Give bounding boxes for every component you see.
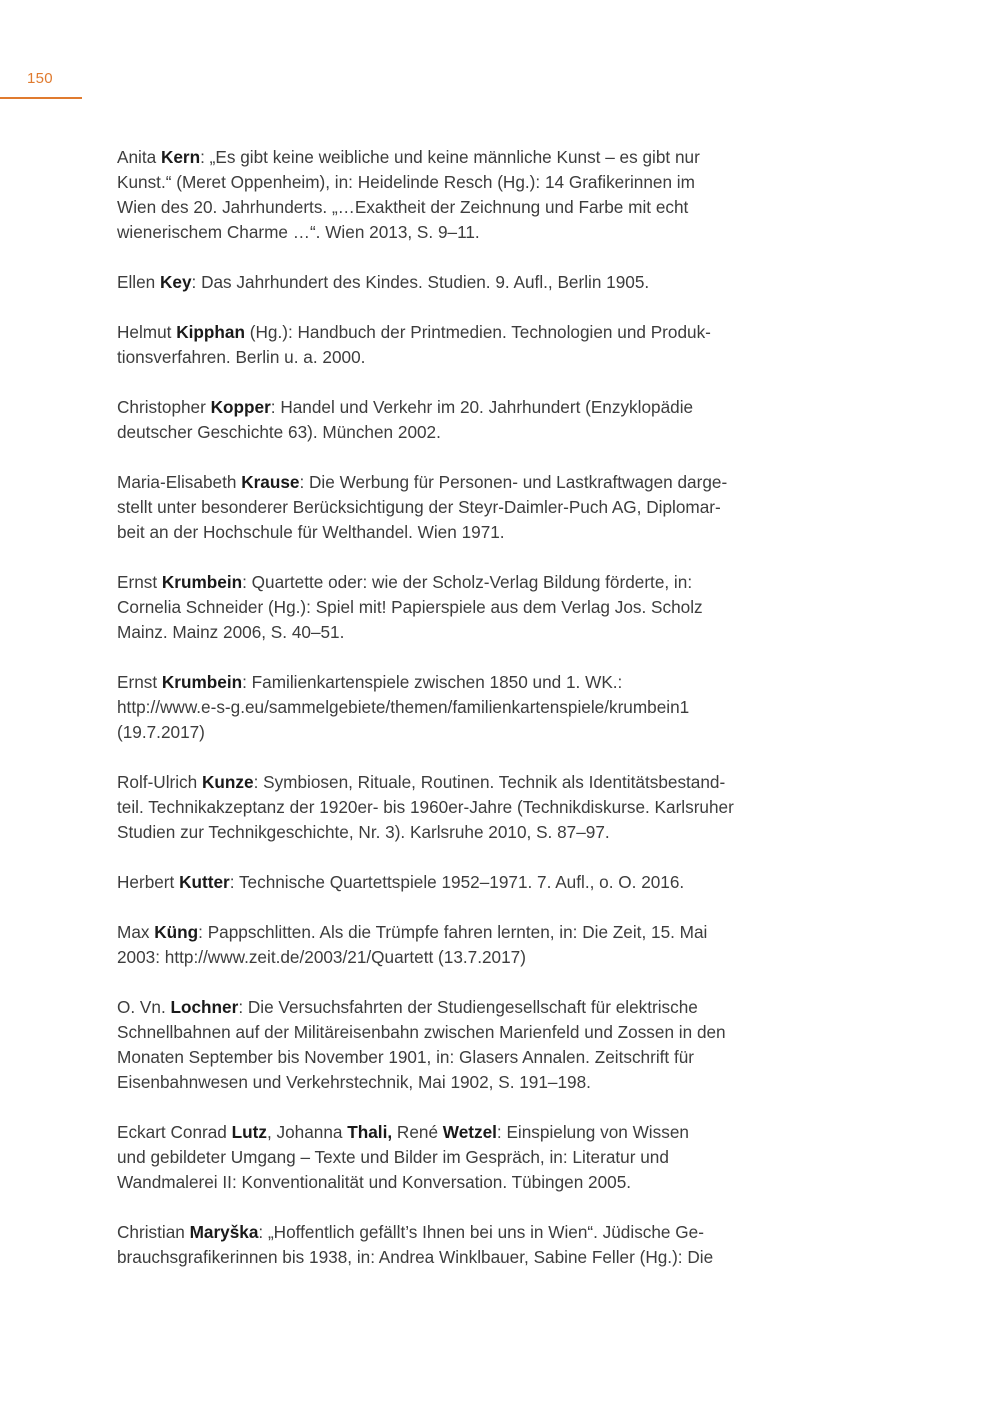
entry-text: : Die Werbung für Personen- und Lastkraftwagen darge- xyxy=(299,472,728,492)
entry-line: teil. Technikakzeptanz der 1920er- bis 1960er-Jahre (Technikdiskurse. Karlsruher xyxy=(117,797,734,817)
author-first-name: , Johanna xyxy=(266,1122,348,1142)
author-surname: Wetzel xyxy=(442,1122,497,1142)
bibliography-list xyxy=(117,145,787,1295)
entry-line xyxy=(117,670,787,695)
entry-line: brauchsgrafikerinnen bis 1938, in: Andrea Winklbauer, Sabine Feller (Hg.): Die xyxy=(117,1247,714,1267)
author-first-name: Ernst xyxy=(117,572,162,592)
author-surname: Lochner xyxy=(170,997,239,1017)
author-first-name: Max xyxy=(117,922,155,942)
author-surname: Krumbein xyxy=(161,572,243,592)
author-first-name: Christopher xyxy=(117,397,211,417)
author-surname: Küng xyxy=(154,922,199,942)
entry-line xyxy=(117,570,787,595)
entry-line: Wien des 20. Jahrhunderts. „…Exaktheit der Zeichnung und Farbe mit echt xyxy=(117,197,689,217)
entry-line: 2003: http://www.zeit.de/2003/21/Quartett (13.7.2017) xyxy=(117,947,526,967)
author-surname: Maryška xyxy=(189,1222,259,1242)
entry-text: : Quartette oder: wie der Scholz-Verlag Bildung förderte, in: xyxy=(242,572,693,592)
entry-text: : Pappschlitten. Als die Trümpfe fahren lernten, in: Die Zeit, 15. Mai xyxy=(198,922,708,942)
author-first-name: Helmut xyxy=(117,322,177,342)
bibliography-entry xyxy=(117,870,787,895)
entry-line xyxy=(117,470,787,495)
entry-line xyxy=(117,995,787,1020)
entry-line: stellt unter besonderer Berücksichtigung der Steyr-Daimler-Puch AG, Diplomar- xyxy=(117,497,721,517)
bibliography-entry xyxy=(117,1120,787,1195)
bibliography-entry xyxy=(117,995,787,1095)
header-rule xyxy=(0,97,82,99)
entry-text: : Handel und Verkehr im 20. Jahrhundert (Enzyklopädie xyxy=(270,397,694,417)
entry-text: (Hg.): Handbuch der Printmedien. Technologien und Produk- xyxy=(244,322,711,342)
entry-line xyxy=(117,770,787,795)
entry-line xyxy=(117,320,787,345)
entry-line: deutscher Geschichte 63). München 2002. xyxy=(117,422,441,442)
entry-line xyxy=(117,395,787,420)
bibliography-entry xyxy=(117,270,787,295)
author-first-name: Herbert xyxy=(117,872,180,892)
author-first-name: René xyxy=(392,1122,443,1142)
author-first-name: Ellen xyxy=(117,272,160,292)
author-surname: Kipphan xyxy=(176,322,245,342)
entry-line: und gebildeter Umgang – Texte und Bilder im Gespräch, in: Literatur und xyxy=(117,1147,669,1167)
entry-url-line: http://www.e-s-g.eu/sammelgebiete/themen/familienkartenspiele/krumbein1 xyxy=(117,697,690,717)
author-first-name: Rolf-Ulrich xyxy=(117,772,202,792)
bibliography-entry xyxy=(117,470,787,545)
bibliography-entry xyxy=(117,145,787,245)
bibliography-entry xyxy=(117,1220,787,1270)
author-first-name: Maria-Elisabeth xyxy=(117,472,242,492)
bibliography-entry xyxy=(117,920,787,970)
bibliography-entry xyxy=(117,670,787,745)
entry-line: Schnellbahnen auf der Militäreisenbahn zwischen Marienfeld und Zossen in den xyxy=(117,1022,726,1042)
author-first-name: Anita xyxy=(117,147,161,167)
author-first-name: Eckart Conrad xyxy=(117,1122,232,1142)
entry-text: : Symbiosen, Rituale, Routinen. Technik als Identitätsbestand- xyxy=(253,772,726,792)
entry-text: : „Es gibt keine weibliche und keine männliche Kunst – es gibt nur xyxy=(200,147,700,167)
page-number: 150 xyxy=(27,70,53,87)
entry-line: Kunst.“ (Meret Oppenheim), in: Heidelinde Resch (Hg.): 14 Grafikerinnen im xyxy=(117,172,695,192)
entry-line: Monaten September bis November 1901, in: Glasers Annalen. Zeitschrift für xyxy=(117,1047,695,1067)
author-surname: Kunze xyxy=(202,772,254,792)
entry-text: : Familienkartenspiele zwischen 1850 und 1. WK.: xyxy=(242,672,623,692)
entry-line: wienerischem Charme …“. Wien 2013, S. 9–11. xyxy=(117,222,480,242)
entry-line xyxy=(117,1120,787,1145)
author-first-name: Christian xyxy=(117,1222,190,1242)
entry-line: beit an der Hochschule für Welthandel. Wien 1971. xyxy=(117,522,505,542)
bibliography-entry xyxy=(117,320,787,370)
entry-line: Studien zur Technikgeschichte, Nr. 3). Karlsruhe 2010, S. 87–97. xyxy=(117,822,610,842)
author-surname: Kern xyxy=(160,147,201,167)
author-surname: Lutz xyxy=(231,1122,267,1142)
author-surname: Thali, xyxy=(347,1122,393,1142)
entry-line: Eisenbahnwesen und Verkehrstechnik, Mai 1902, S. 191–198. xyxy=(117,1072,591,1092)
entry-text: : „Hoffentlich gefällt’s Ihnen bei uns in Wien“. Jüdische Ge- xyxy=(258,1222,704,1242)
entry-text: : Das Jahrhundert des Kindes. Studien. 9. Aufl., Berlin 1905. xyxy=(191,272,650,292)
bibliography-entry xyxy=(117,770,787,845)
entry-text: : Technische Quartettspiele 1952–1971. 7. Aufl., o. O. 2016. xyxy=(229,872,685,892)
author-surname: Krause xyxy=(241,472,300,492)
author-surname: Key xyxy=(160,272,192,292)
entry-text: : Einspielung von Wissen xyxy=(496,1122,689,1142)
entry-line: Mainz. Mainz 2006, S. 40–51. xyxy=(117,622,345,642)
entry-line xyxy=(117,145,787,170)
entry-line: Cornelia Schneider (Hg.): Spiel mit! Papierspiele aus dem Verlag Jos. Scholz xyxy=(117,597,703,617)
entry-line: tionsverfahren. Berlin u. a. 2000. xyxy=(117,347,366,367)
author-first-name: O. Vn. xyxy=(117,997,171,1017)
entry-text: : Die Versuchsfahrten der Studiengesellschaft für elektrische xyxy=(238,997,698,1017)
author-surname: Kutter xyxy=(179,872,230,892)
entry-line: (19.7.2017) xyxy=(117,722,205,742)
bibliography-entry xyxy=(117,395,787,445)
bibliography-entry xyxy=(117,570,787,645)
entry-line xyxy=(117,1220,787,1245)
author-first-name: Ernst xyxy=(117,672,162,692)
entry-line: Wandmalerei II: Konventionalität und Konversation. Tübingen 2005. xyxy=(117,1172,632,1192)
author-surname: Krumbein xyxy=(161,672,243,692)
entry-line xyxy=(117,870,787,895)
entry-line xyxy=(117,270,787,295)
author-surname: Kopper xyxy=(210,397,271,417)
entry-line xyxy=(117,920,787,945)
